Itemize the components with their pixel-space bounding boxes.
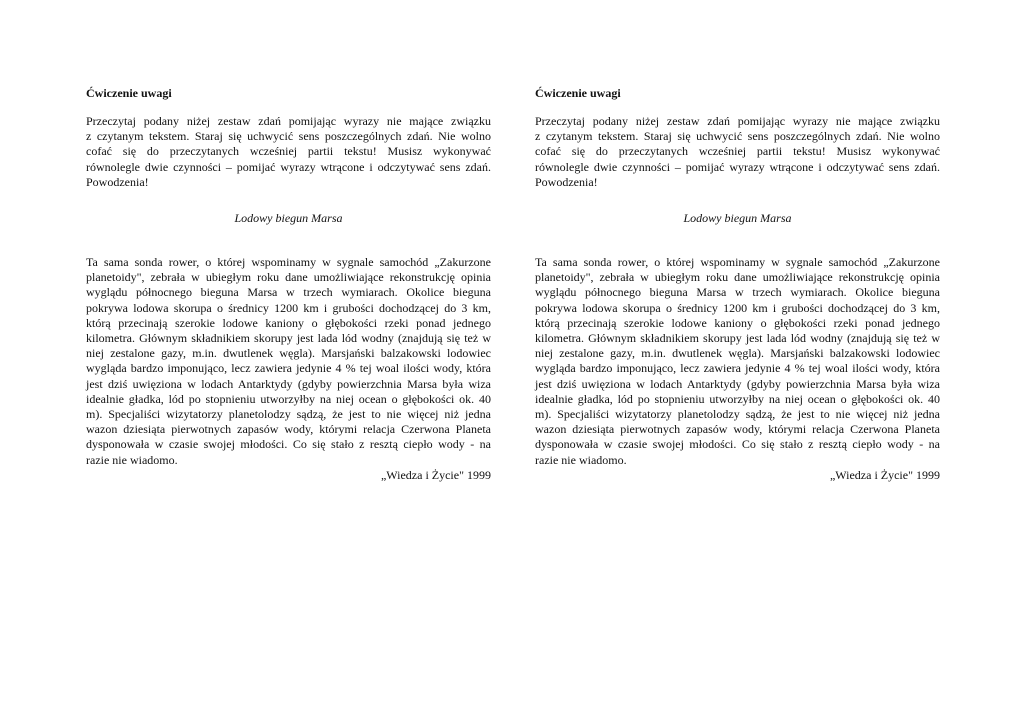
article-line: idealnie gładka, lód po stopnieniu utworzyłby na niej ocean o głębokości ok. 40 [86,391,491,406]
page-right [512,0,1024,725]
article-line: którą przecinają szerokie lodowe kaniony o głębokości rzeki ponad jednego [86,315,491,330]
source-citation: „Wiedza i Życie" 1999 [829,467,940,482]
article-line: wyglądu północnego bieguna Marsa w trzech wymiarach. Okolice bieguna [86,285,491,300]
page-title: Ćwiczenie uwagi [86,86,172,100]
article-line: idealnie gładka, lód po stopnieniu utworzyłby na niej ocean o głębokości ok. 40 [535,391,940,406]
page-content [86,86,491,483]
article-line: m). Specjaliści wizytatorzy planetolodzy sądzą, że jest to nie więcej niż jedna [535,407,940,422]
article-line: dysponowała w czasie swojej młodości. Co się stało z resztą ciepło wody - na [86,437,491,452]
article-line: kilometra. Głównym składnikiem skorupy jest lada lód wodny (znajdują się też w [535,331,940,346]
article-paragraph [86,255,491,468]
page-title: Ćwiczenie uwagi [535,86,621,100]
article-line: kilometra. Głównym składnikiem skorupy jest lada lód wodny (znajdują się też w [86,331,491,346]
source-citation: „Wiedza i Życie" 1999 [380,467,491,482]
page-content [535,86,940,483]
article-paragraph [535,255,940,468]
article-line: niej zestalone gazy, m.in. dwutlenek węgla). Marsjański balzakowski lodowiec [86,346,491,361]
instructions-line: równolegle dwie czynności – pomijać wyrazy wtrącone i odczytywać sens zdań. [86,159,491,174]
instructions-line: z czytanym tekstem. Staraj się uchwycić sens poszczególnych zdań. Nie wolno [86,129,491,144]
article-line: jest dziś uwięziona w lodach Antarktydy (gdyby powierzchnia Marsa była wiza [86,376,491,391]
article-line: razie nie wiadomo. [86,452,178,467]
instructions-line: Przeczytaj podany niżej zestaw zdań pomijając wyrazy nie mające związku [535,114,940,128]
article-line: planetoidy", zebrała w ubiegłym roku dane umożliwiające rekonstrukcję opinia [86,270,491,285]
instructions-line: Powodzenia! [86,174,149,189]
article-line: wyglądu północnego bieguna Marsa w trzech wymiarach. Okolice bieguna [535,285,940,300]
article-line: Ta sama sonda rower, o której wspominamy w sygnale samochód „Zakurzone [535,255,940,270]
instructions-line: cofać się do przeczytanych wcześniej partii tekstu! Musisz wykonywać [535,144,940,159]
article-line: jest dziś uwięziona w lodach Antarktydy (gdyby powierzchnia Marsa była wiza [535,376,940,391]
article-line: niej zestalone gazy, m.in. dwutlenek węgla). Marsjański balzakowski lodowiec [535,346,940,361]
article-line: wazon dziesiąta pierwotnych zapasów wody, którymi relacja Czerwona Planeta [535,422,940,437]
article-title: Lodowy biegun Marsa [234,211,343,226]
instructions-line: z czytanym tekstem. Staraj się uchwycić sens poszczególnych zdań. Nie wolno [535,129,940,144]
article-line: wazon dziesiąta pierwotnych zapasów wody, którymi relacja Czerwona Planeta [86,422,491,437]
article-line: dysponowała w czasie swojej młodości. Co się stało z resztą ciepło wody - na [535,437,940,452]
instructions-line: cofać się do przeczytanych wcześniej partii tekstu! Musisz wykonywać [86,144,491,159]
instructions-paragraph [86,114,491,190]
article-line: wygląda bardzo imponująco, lecz zawiera jedynie 4 % tej woal ilości wody, która [86,361,491,376]
instructions-line: Powodzenia! [535,174,598,189]
article-line: pokrywa lodowa skorupa o średnicy 1200 km i grubości dochodzącej do 3 km, [535,300,940,315]
article-title: Lodowy biegun Marsa [683,211,792,226]
instructions-line: Przeczytaj podany niżej zestaw zdań pomijając wyrazy nie mające związku [86,114,491,128]
instructions-paragraph [535,114,940,190]
article-line: planetoidy", zebrała w ubiegłym roku dane umożliwiające rekonstrukcję opinia [535,270,940,285]
article-line: Ta sama sonda rower, o której wspominamy w sygnale samochód „Zakurzone [86,255,491,270]
article-line: razie nie wiadomo. [535,452,627,467]
article-line: którą przecinają szerokie lodowe kaniony o głębokości rzeki ponad jednego [535,315,940,330]
article-line: wygląda bardzo imponująco, lecz zawiera jedynie 4 % tej woal ilości wody, która [535,361,940,376]
article-line: pokrywa lodowa skorupa o średnicy 1200 km i grubości dochodzącej do 3 km, [86,300,491,315]
instructions-line: równolegle dwie czynności – pomijać wyrazy wtrącone i odczytywać sens zdań. [535,159,940,174]
article-line: m). Specjaliści wizytatorzy planetolodzy sądzą, że jest to nie więcej niż jedna [86,407,491,422]
